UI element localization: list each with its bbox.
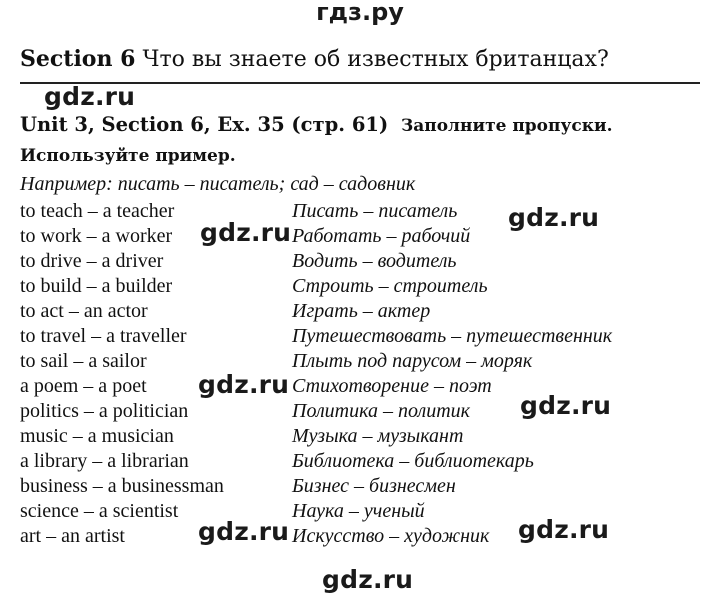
watermark: gdz.ru — [198, 370, 290, 399]
english-pair: to travel – a traveller — [20, 325, 187, 347]
watermark: gdz.ru — [200, 218, 292, 247]
english-pair: a poem – a poet — [20, 375, 147, 397]
english-pair: business – a businessman — [20, 475, 224, 497]
russian-pair: Плыть под парусом – моряк — [292, 350, 533, 372]
english-pair: to work – a worker — [20, 225, 173, 247]
russian-pair: Работать – рабочий — [292, 225, 471, 247]
watermark: gdz.ru — [508, 203, 600, 232]
exercise-instruction-2: Используйте пример. — [20, 146, 236, 166]
russian-pair: Бизнес – бизнесмен — [292, 475, 456, 497]
list-item — [0, 500, 720, 525]
watermark: gdz.ru — [520, 391, 612, 420]
russian-pair: Музыка – музыкант — [292, 425, 464, 447]
list-item — [0, 400, 720, 425]
english-pair: to build – a builder — [20, 275, 173, 297]
russian-pair: Политика – политик — [292, 400, 470, 422]
list-item — [0, 375, 720, 400]
example-line: Например: писать – писатель; сад – садовник — [20, 173, 416, 195]
english-pair: a library – a librarian — [20, 450, 189, 472]
russian-pair: Водить – водитель — [292, 250, 457, 272]
english-pair: to act – an actor — [20, 300, 148, 322]
list-item — [0, 350, 720, 375]
list-item — [0, 475, 720, 500]
section-heading — [20, 46, 609, 72]
watermark: gdz.ru — [198, 517, 290, 546]
list-item — [0, 275, 720, 300]
english-pair: to teach – a teacher — [20, 200, 175, 222]
list-item — [0, 425, 720, 450]
russian-pair: Искусство – художник — [292, 525, 490, 547]
section-title: Что вы знаете об известных британцах? — [142, 47, 609, 72]
english-pair: to drive – a driver — [20, 250, 164, 272]
russian-pair: Путешествовать – путешественник — [292, 325, 613, 347]
list-item — [0, 250, 720, 275]
list-item — [0, 525, 720, 550]
watermark: gdz.ru — [44, 82, 136, 111]
exercise-heading — [20, 113, 613, 136]
russian-pair: Библиотека – библиотекарь — [292, 450, 534, 472]
english-pair: music – a musician — [20, 425, 174, 447]
english-pair: politics – a politician — [20, 400, 189, 422]
list-item — [0, 200, 720, 225]
list-item — [0, 450, 720, 475]
english-pair: to sail – a sailor — [20, 350, 147, 372]
russian-pair: Стихотворение – поэт — [292, 375, 492, 397]
exercise-ref: Unit 3, Section 6, Ex. 35 (стр. 61) — [20, 113, 389, 136]
list-item — [0, 300, 720, 325]
list-item — [0, 225, 720, 250]
section-label: Section 6 — [20, 46, 136, 72]
russian-pair: Писать – писатель — [292, 200, 458, 222]
russian-pair: Строить – строитель — [292, 275, 488, 297]
russian-pair: Играть – актер — [292, 300, 431, 322]
watermark: gdz.ru — [518, 515, 610, 544]
list-item — [0, 325, 720, 350]
watermark: gdz.ru — [322, 565, 414, 594]
english-pair: science – a scientist — [20, 500, 179, 522]
site-title: гдз.ру — [316, 0, 404, 26]
english-pair: art – an artist — [20, 525, 125, 547]
exercise-instruction-1: Заполните пропуски. — [400, 116, 613, 136]
russian-pair: Наука – ученый — [292, 500, 425, 522]
